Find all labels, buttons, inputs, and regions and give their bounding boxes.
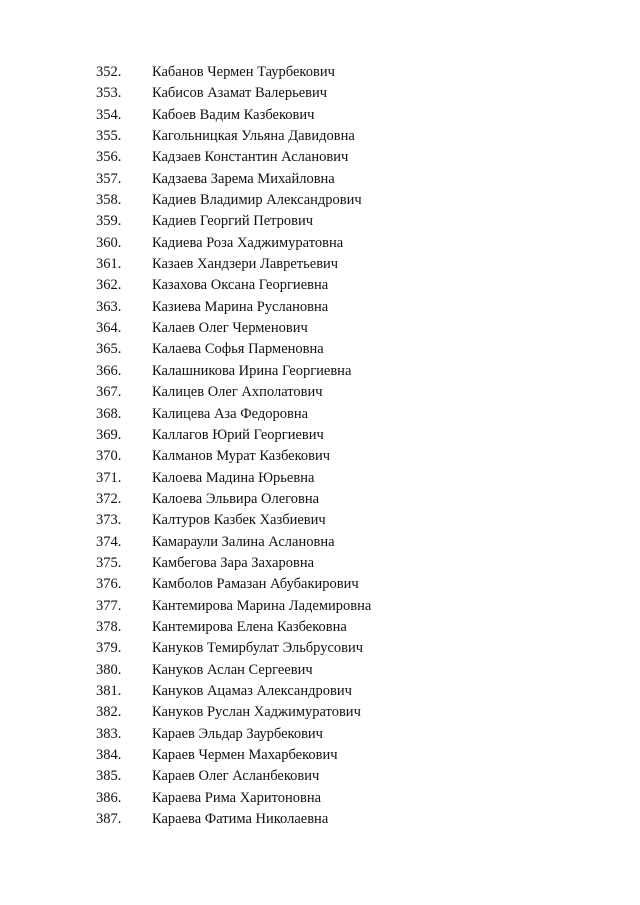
entry-full-name: Караев Олег Асланбекович xyxy=(152,768,320,785)
entry-full-name: Калицев Олег Ахполатович xyxy=(152,384,323,401)
entry-number: 358. xyxy=(96,192,122,209)
entry-number: 353. xyxy=(96,85,122,102)
entry-full-name: Кануков Аслан Сергеевич xyxy=(152,661,313,678)
entry-full-name: Караева Фатима Николаевна xyxy=(152,811,329,828)
entry-full-name: Кадзаева Зарема Михайловна xyxy=(152,170,335,187)
entry-number: 359. xyxy=(96,213,122,230)
entry-full-name: Кабисов Азамат Валерьевич xyxy=(152,85,328,102)
list-item xyxy=(96,361,536,382)
numbered-name-list xyxy=(96,62,536,830)
entry-full-name: Калоева Эльвира Олеговна xyxy=(152,490,320,507)
entry-number: 363. xyxy=(96,298,122,315)
entry-number: 386. xyxy=(96,789,122,806)
entry-full-name: Кагольницкая Ульяна Давидовна xyxy=(152,128,355,145)
list-item xyxy=(96,382,536,403)
list-item xyxy=(96,297,536,318)
entry-number: 362. xyxy=(96,277,122,294)
list-item xyxy=(96,254,536,275)
entry-number: 360. xyxy=(96,234,122,251)
entry-full-name: Каллагов Юрий Георгиевич xyxy=(152,426,324,443)
entry-full-name: Казахова Оксана Георгиевна xyxy=(152,277,329,294)
list-item xyxy=(96,510,536,531)
entry-full-name: Кадзаев Константин Асланович xyxy=(152,149,349,166)
entry-number: 376. xyxy=(96,576,122,593)
list-item xyxy=(96,126,536,147)
entry-full-name: Калаев Олег Черменович xyxy=(152,320,308,337)
list-item xyxy=(96,425,536,446)
list-item xyxy=(96,147,536,168)
entry-full-name: Кабанов Чермен Таурбекович xyxy=(152,64,335,80)
list-item xyxy=(96,553,536,574)
entry-full-name: Калоева Мадина Юрьевна xyxy=(152,469,315,486)
entry-full-name: Кануков Руслан Хаджимуратович xyxy=(152,704,361,721)
list-item xyxy=(96,339,536,360)
entry-number: 355. xyxy=(96,128,122,145)
entry-full-name: Кантемирова Марина Ладемировна xyxy=(152,597,372,614)
list-item xyxy=(96,275,536,296)
list-item xyxy=(96,190,536,211)
list-item xyxy=(96,702,536,723)
entry-full-name: Караев Чермен Махарбекович xyxy=(152,747,338,763)
list-item xyxy=(96,233,536,254)
list-item xyxy=(96,446,536,467)
entry-full-name: Кадиева Роза Хаджимуратовна xyxy=(152,234,344,251)
entry-number: 356. xyxy=(96,149,122,166)
list-item xyxy=(96,596,536,617)
entry-number: 354. xyxy=(96,106,122,123)
entry-full-name: Камараули Залина Аслановна xyxy=(152,533,335,550)
entry-number: 369. xyxy=(96,426,122,443)
entry-full-name: Кануков Ацамаз Александрович xyxy=(152,682,352,699)
entry-full-name: Кануков Темирбулат Эльбрусович xyxy=(152,640,364,657)
entry-number: 365. xyxy=(96,341,122,358)
entry-number: 371. xyxy=(96,469,122,486)
entry-full-name: Калтуров Казбек Хазбиевич xyxy=(152,512,326,529)
list-item xyxy=(96,617,536,638)
entry-number: 367. xyxy=(96,384,122,401)
entry-full-name: Кадиев Владимир Александрович xyxy=(152,192,362,209)
list-item xyxy=(96,766,536,787)
entry-full-name: Казиева Марина Руслановна xyxy=(152,298,329,315)
entry-number: 382. xyxy=(96,704,122,721)
entry-full-name: Калицева Аза Федоровна xyxy=(152,405,309,422)
entry-full-name: Кадиев Георгий Петрович xyxy=(152,213,314,230)
entry-number: 368. xyxy=(96,405,122,422)
entry-number: 378. xyxy=(96,618,122,635)
entry-number: 352. xyxy=(96,64,122,80)
entry-number: 373. xyxy=(96,512,122,529)
entry-full-name: Караева Рима Харитоновна xyxy=(152,789,322,806)
entry-full-name: Калашникова Ирина Георгиевна xyxy=(152,362,352,379)
entry-number: 387. xyxy=(96,811,122,828)
entry-full-name: Камбегова Зара Захаровна xyxy=(152,554,315,571)
entry-full-name: Кабоев Вадим Казбекович xyxy=(152,106,315,123)
list-item xyxy=(96,532,536,553)
list-item xyxy=(96,62,536,83)
entry-number: 374. xyxy=(96,533,122,550)
entry-number: 372. xyxy=(96,490,122,507)
entry-number: 364. xyxy=(96,320,122,337)
entry-number: 384. xyxy=(96,747,122,763)
entry-full-name: Калаева Софья Парменовна xyxy=(152,341,324,358)
list-item xyxy=(96,83,536,104)
entry-number: 357. xyxy=(96,170,122,187)
list-item xyxy=(96,169,536,190)
entry-full-name: Камболов Рамазан Абубакирович xyxy=(152,576,359,593)
list-item xyxy=(96,468,536,489)
list-item xyxy=(96,404,536,425)
entry-full-name: Казаев Хандзери Лавретьевич xyxy=(152,256,339,273)
list-item xyxy=(96,681,536,702)
entry-number: 380. xyxy=(96,661,122,678)
entry-number: 381. xyxy=(96,682,122,699)
list-item xyxy=(96,211,536,232)
list-item xyxy=(96,660,536,681)
list-item xyxy=(96,105,536,126)
entry-number: 366. xyxy=(96,362,122,379)
entry-full-name: Калманов Мурат Казбекович xyxy=(152,448,331,465)
list-item xyxy=(96,809,536,830)
entry-number: 361. xyxy=(96,256,122,273)
list-item xyxy=(96,638,536,659)
list-item xyxy=(96,489,536,510)
list-item xyxy=(96,724,536,745)
list-item xyxy=(96,745,536,766)
entry-full-name: Караев Эльдар Заурбекович xyxy=(152,725,323,742)
entry-number: 370. xyxy=(96,448,122,465)
entry-number: 377. xyxy=(96,597,122,614)
entry-number: 375. xyxy=(96,554,122,571)
list-item xyxy=(96,574,536,595)
entry-number: 383. xyxy=(96,725,122,742)
entry-number: 385. xyxy=(96,768,122,785)
list-item xyxy=(96,318,536,339)
entry-number: 379. xyxy=(96,640,122,657)
entry-full-name: Кантемирова Елена Казбековна xyxy=(152,618,347,635)
list-item xyxy=(96,788,536,809)
